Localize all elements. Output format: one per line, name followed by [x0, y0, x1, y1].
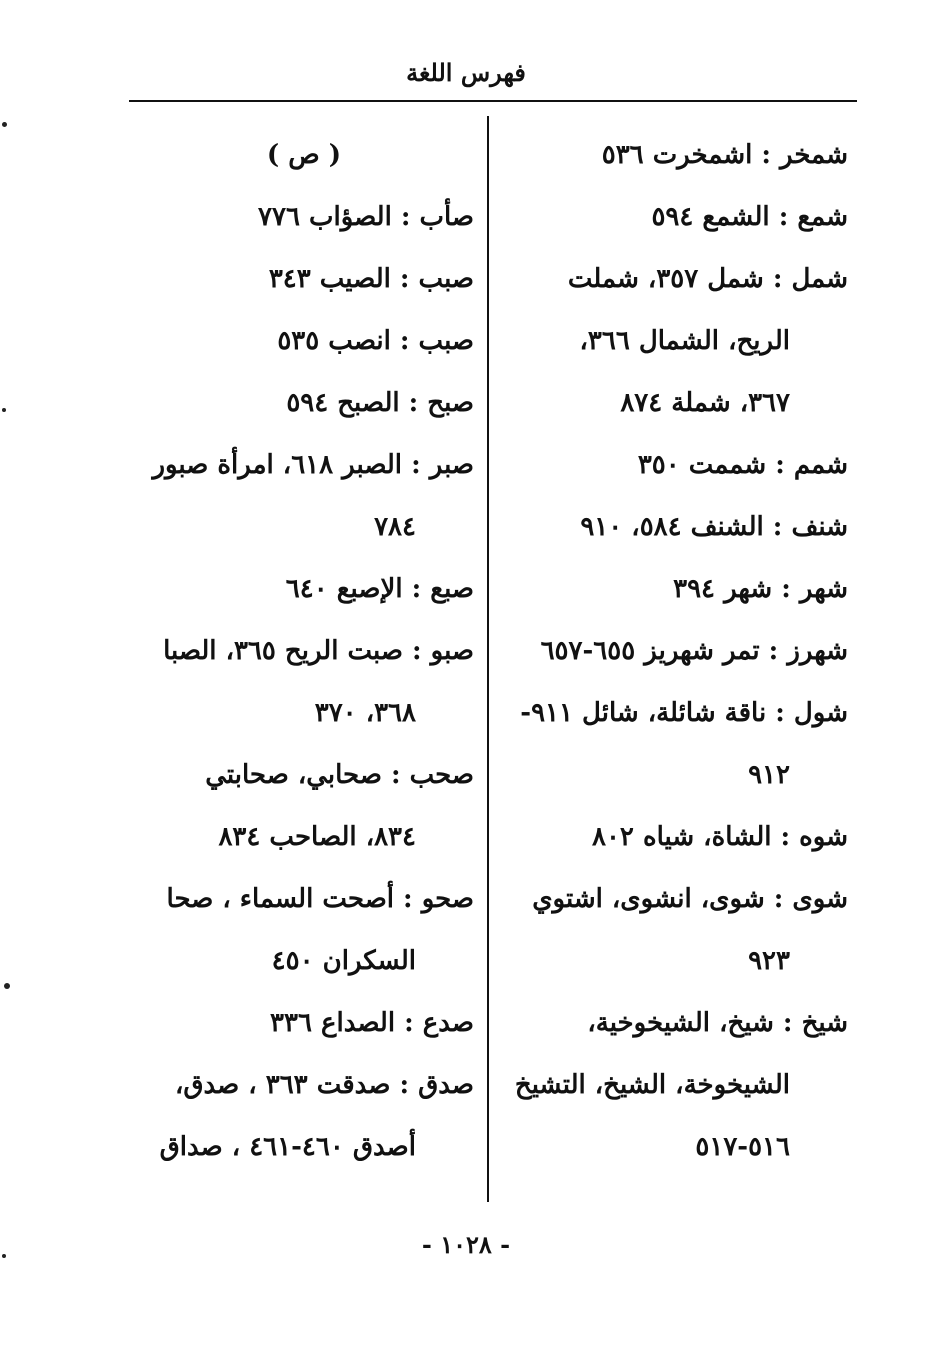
- page-number: - ١٠٢٨ -: [421, 1230, 511, 1259]
- index-entry: شمخر : اشمخرت ٥٣٦: [601, 140, 848, 170]
- index-entry-continuation: ٩٢٣: [748, 946, 790, 976]
- index-entry: شول : ناقة شائلة، شائل ٩١١-: [520, 698, 848, 728]
- index-entry: صحب : صحابي، صحابتي: [205, 760, 474, 790]
- index-entry-continuation: أصدق ٤٦٠-٤٦١ ، صداق: [159, 1132, 416, 1162]
- scan-speck: [2, 122, 7, 127]
- index-entry: صبب : الصيب ٣٤٣: [268, 264, 474, 294]
- index-entry-continuation: السكران ٤٥٠: [271, 946, 416, 976]
- index-entry: شيخ : شيخ، الشيخوخية،: [587, 1008, 848, 1038]
- index-entry: صحو : أصحت السماء ، صحا: [166, 884, 474, 914]
- index-entry: صبو : صبت الريح ٣٦٥، الصبا: [163, 636, 474, 666]
- index-entry: شنف : الشنف ٥٨٤، ٩١٠: [580, 512, 848, 542]
- index-entry: شهر : شهر ٣٩٤: [673, 574, 848, 604]
- index-entry-continuation: ٩١٢: [748, 760, 790, 790]
- index-entry: صبح : الصبح ٥٩٤: [286, 388, 474, 418]
- index-entry-continuation: ٣٦٧، شملة ٨٧٤: [620, 388, 790, 418]
- index-entry-continuation: ٨٣٤، الصاحب ٨٣٤: [218, 822, 416, 852]
- index-entry: شوى : شوى، انشوى، اشتوي: [532, 884, 848, 914]
- index-entry: صبب : انصب ٥٣٥: [277, 326, 474, 356]
- index-entry-continuation: ٣٦٨، ٣٧٠: [314, 698, 416, 728]
- index-entry-continuation: ٥١٦-٥١٧: [695, 1132, 790, 1162]
- index-entry: شهرز : تمر شهريز ٦٥٥-٦٥٧: [540, 636, 848, 666]
- index-entry: شوه : الشاة، شياه ٨٠٢: [592, 822, 848, 852]
- index-entry: شمم : شممت ٣٥٠: [637, 450, 848, 480]
- index-entry-continuation: الريح، الشمال ٣٦٦،: [579, 326, 790, 356]
- index-entry-continuation: الشيخوخة، الشيخ، التشيخ: [514, 1070, 790, 1100]
- section-heading: ( ص ): [266, 140, 342, 170]
- index-entry: صدع : الصداع ٣٣٦: [270, 1008, 474, 1038]
- scan-speck: [4, 983, 10, 989]
- index-column-right: [508, 124, 848, 1178]
- scan-speck: [2, 1254, 6, 1258]
- index-entry-continuation: ٧٨٤: [374, 512, 416, 542]
- index-entry: صبع : الإصبع ٦٤٠: [285, 574, 474, 604]
- running-header: فهرس اللغة: [406, 58, 526, 87]
- index-entry: شمع : الشمع ٥٩٤: [651, 202, 848, 232]
- index-column-left: [134, 124, 474, 1178]
- index-entry: صبر : الصبر ٦١٨، امرأة صبور: [152, 450, 474, 480]
- index-entry: شمل : شمل ٣٥٧، شملت: [567, 264, 848, 294]
- column-divider: [487, 116, 489, 1202]
- scan-speck: [2, 408, 6, 412]
- index-entry: صأب : الصؤاب ٧٧٦: [258, 202, 474, 232]
- header-rule: [129, 100, 857, 102]
- index-entry: صدق : صدقت ٣٦٣ ، صدق،: [174, 1070, 474, 1100]
